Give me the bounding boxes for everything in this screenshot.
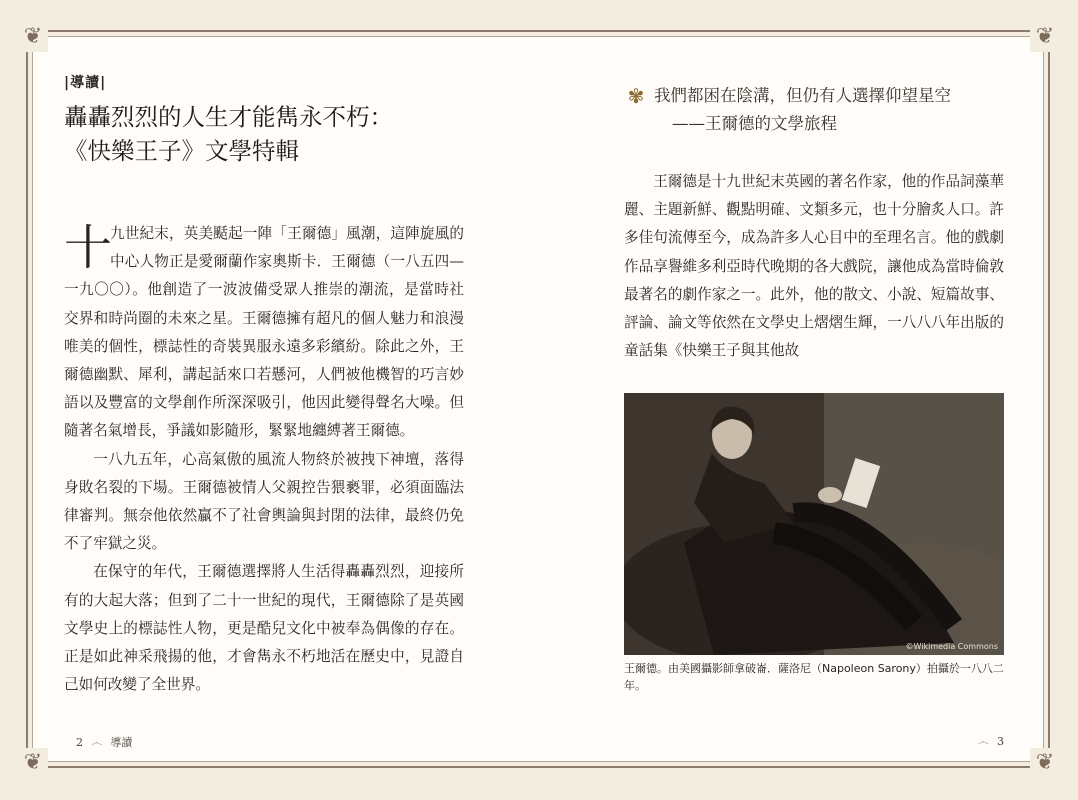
paragraph-1-text: 九世紀末，英美颳起一陣「王爾德」風潮，這陣旋風的中心人物正是愛爾蘭作家奧斯卡．王爾德（一八五四—一九〇〇）。他創造了一波波備受眾人推崇的潮流，是當時社交界和時尚圈的未來之星。王爾德擁有超凡的個人魅力和浪漫唯美的個性，標誌性的奇裝異服永遠多彩繽紛。除此之外，王爾德幽默、犀利，講起話來口若懸河，人們被他機智的巧言妙語以及豐富的文學創作所深深吸引，他因此變得聲名大噪。但隨著名氣增長，爭議如影隨形，緊緊地纏縛著王爾德。 xyxy=(64,225,464,440)
corner-ornament-icon: ❦ xyxy=(18,22,48,52)
photo-credit: ©Wikimedia Commons xyxy=(905,642,998,651)
portrait-illustration xyxy=(624,393,1004,655)
left-body xyxy=(64,220,464,699)
left-page xyxy=(64,72,464,699)
right-paragraph-1: 王爾德是十九世紀末英國的著名作家，他的作品詞藻華麗、主題新鮮、觀點明確、文類多元，也十分膾炙人口。許多佳句流傳至今，成為許多人心目中的至理名言。他的戲劇作品享譽維多利亞時代晚期的各大戲院，讓他成為當時倫敦最著名的劇作家之一。此外，他的散文、小說、短篇故事、評論、論文等依然在文學史上熠熠生輝，一八八八年出版的童話集《快樂王子與其他故 xyxy=(624,173,1004,360)
footer-section-label: 導讀 xyxy=(110,736,133,749)
right-page xyxy=(624,82,1004,365)
paragraph-2: 一八九五年，心高氣傲的風流人物終於被拽下神壇，落得身敗名裂的下場。王爾德被情人父親控告猥褻罪，必須面臨法律審判。無奈他依然贏不了社會輿論與封閉的法律，最終仍免不了牢獄之災。 xyxy=(64,450,464,553)
corner-ornament-icon: ❦ xyxy=(1030,748,1060,778)
photo-caption: 王爾德。由美國攝影師拿破崙．薩洛尼（Napoleon Sarony）拍攝於一八八二年。 xyxy=(624,662,1004,692)
section-subhead xyxy=(624,82,1004,138)
maple-leaf-icon: ✾ xyxy=(627,84,645,108)
subhead-line-2: ——王爾德的文學旅程 xyxy=(672,114,837,133)
paragraph-3: 在保守的年代，王爾德選擇將人生活得轟轟烈烈，迎接所有的大起大落；但到了二十一世紀的現代，王爾德除了是英國文學史上的標誌性人物，更是酷兒文化中被奉為偶像的存在。正是如此神采飛揚的他，才會雋永不朽地活在歷史中，見證自己如何改變了全世界。 xyxy=(64,563,464,694)
corner-ornament-icon: ❦ xyxy=(1030,22,1060,52)
right-body xyxy=(624,168,1004,365)
right-footer xyxy=(978,734,1004,749)
swirl-ornament-icon: ෴ xyxy=(977,734,989,748)
subhead-line-1: 我們都困在陰溝，但仍有人選擇仰望星空 xyxy=(654,86,951,105)
paragraph-1 xyxy=(64,220,464,446)
corner-ornament-icon: ❦ xyxy=(18,748,48,778)
section-badge: |導讀| xyxy=(64,75,107,91)
title-line-2: 《快樂王子》文學特輯 xyxy=(64,137,299,165)
page-title xyxy=(64,100,464,168)
portrait-photo xyxy=(624,393,1004,655)
page-number-left: 2 xyxy=(76,735,83,749)
title-line-1: 轟轟烈烈的人生才能雋永不朽： xyxy=(64,103,393,131)
swirl-ornament-icon: ෴ xyxy=(91,734,103,749)
drop-cap: 十 xyxy=(64,220,113,276)
left-footer xyxy=(76,734,132,750)
page-number-right: 3 xyxy=(997,735,1004,748)
